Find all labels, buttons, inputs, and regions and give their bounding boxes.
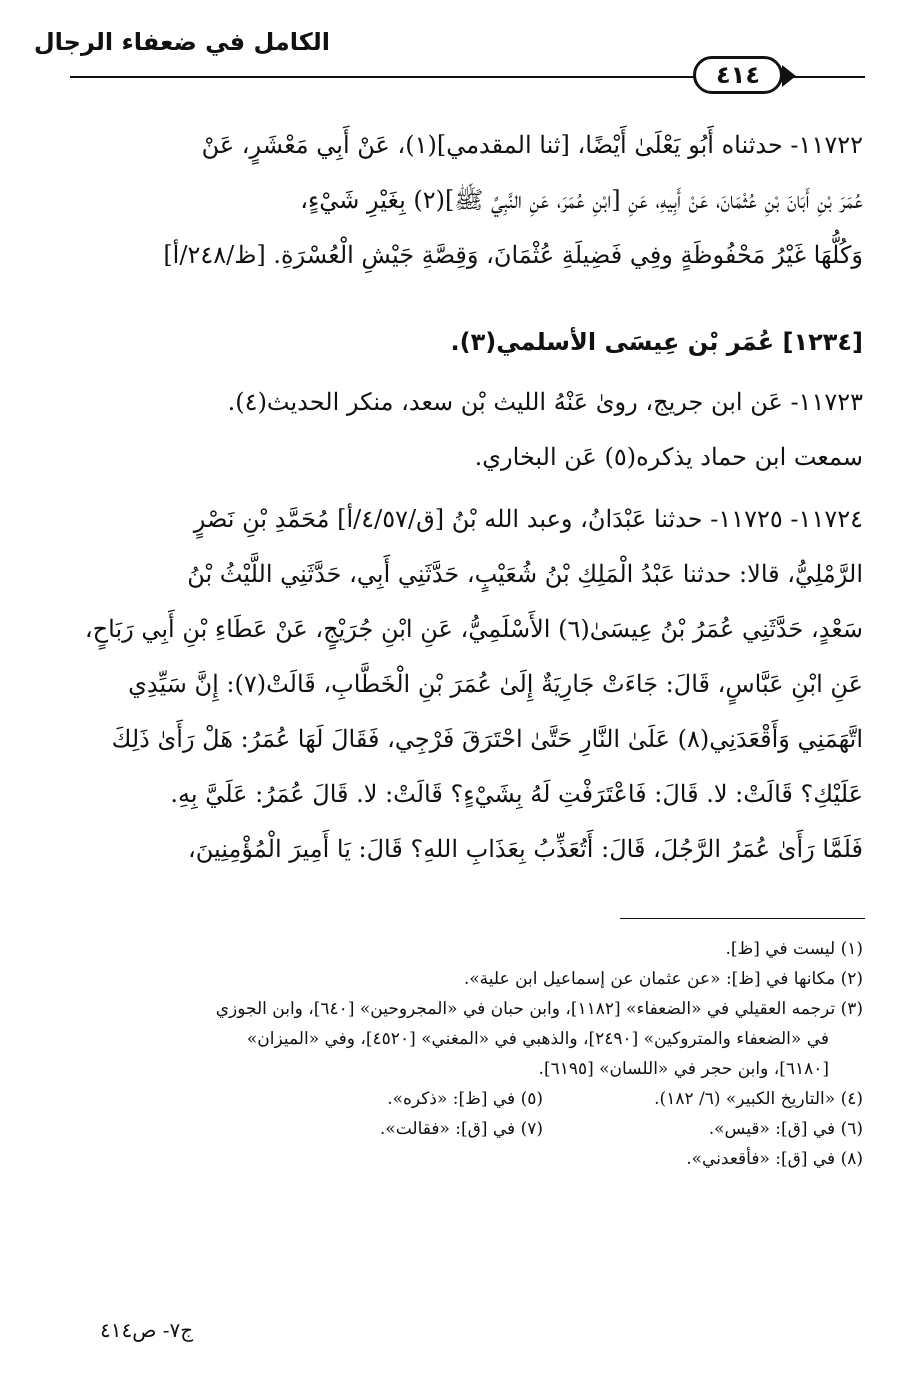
footnote-3: (٣) ترجمه العقيلي في «الضعفاء» [١١٨٢]، وابن حبان في «المجروحين» [٦٤٠]، وابن الجوزي [215,999,863,1019]
text-line: عَلَيْكِ؟ قَالَتْ: لا. قَالَ: فَاعْتَرَفْتِ لَهُ بِشَيْءٍ؟ قَالَتْ: لا. قَالَ عُمَرُ: عَلَيَّ بِهِ. [170,780,863,808]
text-line: فَلَمَّا رَأَىٰ عُمَرُ الرَّجُلَ، قَالَ: أَتُعَذِّبُ بِعَذَابِ اللهِ؟ قَالَ: يَا أَمِيرَ الْمُؤْمِنِينَ، [188,835,863,863]
footnote-row [70,1084,863,1114]
footnote-row [70,1114,863,1144]
footnote-separator [620,918,865,919]
hadith-paragraph-11724 [68,492,863,877]
hadith-paragraph-11722 [68,118,863,283]
text-line: سَعْدٍ، حَدَّثَنِي عُمَرُ بْنُ عِيسَىٰ(٦) الأَسْلَمِيُّ، عَنِ ابْنِ جُرَيْجٍ، عَنْ عَطَاءِ بْنِ أَبِي رَبَاحٍ، [84,615,863,643]
footnote-8: (٨) في [ق]: «فأقعدني». [686,1149,863,1169]
text-line: ١١٧٢٣- عَن ابن جريج، روىٰ عَنْهُ الليث بْن سعد، منكر الحديث(٤). [227,388,863,416]
text-line: الرَّمْلِيُّ، قالا: حدثنا عَبْدُ الْمَلِكِ بْنُ شُعَيْبٍ، حَدَّثَنِي أَبِي، حَدَّثَنِي اللَّيْثُ بْنُ [187,560,863,588]
footnote-7: (٧) في [ق]: «فقالت». [379,1119,543,1139]
running-header-title: الكامل في ضعفاء الرجال [33,28,330,56]
footnote-1: (١) ليست في [ظ]. [725,939,863,959]
text-line: اتَّهَمَنِي وَأَقْعَدَنِي(٨) عَلَىٰ النَّارِ حَتَّىٰ احْتَرَقَ فَرْجِي، فَقَالَ لَهَا عُمَرُ: هَلْ رَأَىٰ ذَلِكَ [111,725,863,753]
footnote-3-continued: في «الضعفاء والمتروكين» [٢٤٩٠]، والذهبي في «المغني» [٤٥٢٠]، وفي «الميزان» [246,1029,829,1049]
page-number-badge: ٤١٤ [693,56,783,94]
volume-page-reference: ج٧- ص٤١٤ [100,1318,194,1342]
footnote-3-continued: [٦١٨٠]، وابن حجر في «اللسان» [٦١٩٥]. [538,1059,829,1079]
text-line: سمعت ابن حماد يذكره(٥) عَن البخاري. [474,443,863,471]
text-line: عُمَرَ بْنِ أَبَانَ بْنِ عُثْمَانَ، عَنْ أَبِيهِ، عَنِ [ابْنِ عُمَرَ، عَنِ النَّبِيِّ ﷺ](٢) بِغَيْرِ شَيْءٍ، [300,186,863,214]
footnote-2: (٢) مكانها في [ظ]: «عن عثمان عن إسماعيل ابن علية». [463,969,863,989]
text-line: ١١٧٢٤- ١١٧٢٥- حدثنا عَبْدَانُ، وعبد الله بْنُ [ق/٤/٥٧/أ] مُحَمَّدِ بْنِ نَصْرٍ [193,505,863,533]
footnotes [70,934,863,1174]
text-line: وَكُلُّهَا غَيْرُ مَحْفُوظَةٍ وفِي فَضِيلَةِ عُثْمَانَ، وَقِصَّةِ جَيْشِ الْعُسْرَةِ. [ظ/٢٤٨/أ] [163,241,863,269]
page-badge-arrow [782,65,796,87]
footnote-4: (٤) «التاريخ الكبير» (٦/ ١٨٢). [654,1089,863,1109]
text-line: ١١٧٢٢- حدثناه أَبُو يَعْلَىٰ أَيْضًا، [ثنا المقدمي](١)، عَنْ أَبِي مَعْشَرٍ، عَنْ [201,131,863,159]
narrator-heading: [١٢٣٤] عُمَر بْن عِيسَى الأسلمي(٣). [450,328,863,356]
footnote-5: (٥) في [ظ]: «ذكره». [387,1089,543,1109]
footnote-6: (٦) في [ق]: «قيس». [708,1119,863,1139]
hadith-paragraph-11723 [68,375,863,485]
text-line: عَنِ ابْنِ عَبَّاسٍ، قَالَ: جَاءَتْ جَارِيَةٌ إِلَىٰ عُمَرَ بْنِ الْخَطَّابِ، قَالَتْ(٧): إِنَّ سَيِّدِي [128,670,863,698]
